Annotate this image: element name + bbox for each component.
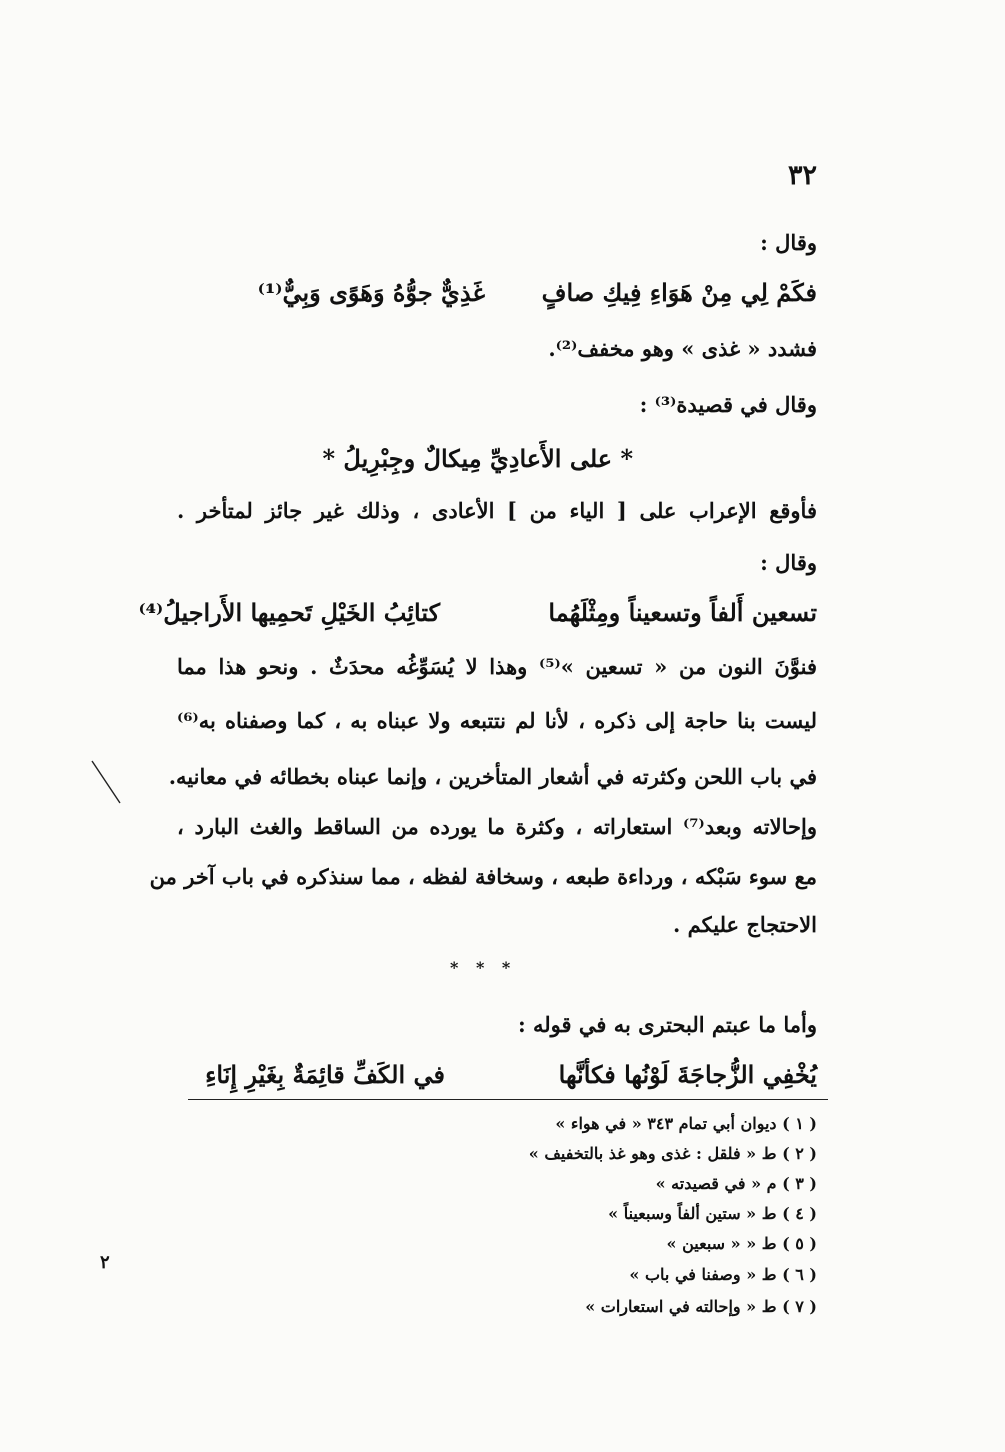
paragraph-line-2: ليست بنا حاجة إلى ذكره ، لأنا لم نتتبعه ولا عبناه به ، كما وصفناه به⁽⁶⁾	[177, 708, 817, 733]
section-divider-stars: * * *	[450, 958, 517, 977]
footnote-7: ( ٧ ) ط « وإحالته في استعارات »	[585, 1297, 817, 1316]
paragraph-line-5: مع سوء سَبْكه ، ورداءة طبعه ، وسخافة لفظه ، مما سنذكره في باب آخر من	[149, 864, 817, 889]
footnote-4: ( ٤ ) ط « ستين ألفاً وسبعيناً »	[608, 1204, 817, 1223]
text-line-comment-1: فشدد « غذى » وهو مخفف⁽²⁾.	[548, 336, 817, 361]
text-line-comment-2: فأوقع الإعراب على [ الياء من ] الأعادى ، وذلك غير جائز لمتأخر .	[177, 498, 817, 523]
footnote-3: ( ٣ ) م « في قصيدته »	[655, 1174, 817, 1193]
footnote-1: ( ١ ) ديوان أبي تمام ٣٤٣ « في هواء »	[555, 1114, 817, 1133]
text-line-intro-3: وقال :	[760, 550, 817, 575]
verse-4-first-hemistich: يُخْفِي الزُّجاجَةَ لَوْنُها فكأنَّها	[558, 1060, 817, 1089]
paragraph-line-6: الاحتجاج عليكم .	[673, 912, 817, 937]
footnote-5: ( ٥ ) ط « « سبعين »	[666, 1234, 817, 1253]
verse-2-half-line: * على الأَعادِيِّ مِيكالٌ وجِبْرِيلُ *	[322, 444, 633, 473]
verse-3-second-hemistich: كتائِبُ الخَيْلِ تَحمِيها الأَراجيلُ⁽⁴⁾	[138, 598, 440, 627]
paragraph-line-1: فنوَّنَ النون من « تسعين »⁽⁵⁾ وهذا لا يُسَوِّغُه محدَثٌ . ونحو هذا مما	[177, 654, 817, 679]
paragraph-line-3: في باب اللحن وكثرته في أشعار المتأخرين ، وإنما عبناه بخطائه في معانيه.	[168, 764, 817, 789]
page-number: ٣٢	[787, 160, 817, 191]
verse-3-first-hemistich: تسعين أَلفاً وتسعيناً ومِثْلَهُما	[548, 598, 817, 627]
text-line-intro-2: وقال في قصيدة⁽³⁾ :	[639, 392, 817, 417]
verse-4-second-hemistich: في الكَفِّ قائِمَةٌ بِغَيْرِ إِنَاءِ	[205, 1060, 445, 1089]
paragraph-line-4: وإحالاته وبعد⁽⁷⁾ استعاراته ، وكثرة ما يورده من الساقط والغث البارد ،	[177, 814, 817, 839]
footnote-separator	[188, 1099, 828, 1100]
verse-1-first-hemistich: فكَمْ لِي مِنْ هَوَاءِ فِيكِ صافٍ	[541, 278, 817, 307]
text-line-intro-1: وقال :	[760, 230, 817, 255]
margin-pen-stroke	[86, 757, 126, 807]
footnote-2: ( ٢ ) ط « فلقل : غذى وهو غذ بالتخفيف »	[528, 1144, 817, 1163]
text-line-intro-4: وأما ما عبتم البحترى به في قوله :	[517, 1012, 817, 1037]
verse-1-second-hemistich: غَذِيٌّ جوُّهُ وَهَوًى وَبِيٌّ⁽¹⁾	[257, 278, 485, 307]
margin-ink-mark: ٢	[100, 1252, 110, 1273]
footnote-6: ( ٦ ) ط « وصفنا في باب »	[629, 1265, 817, 1284]
